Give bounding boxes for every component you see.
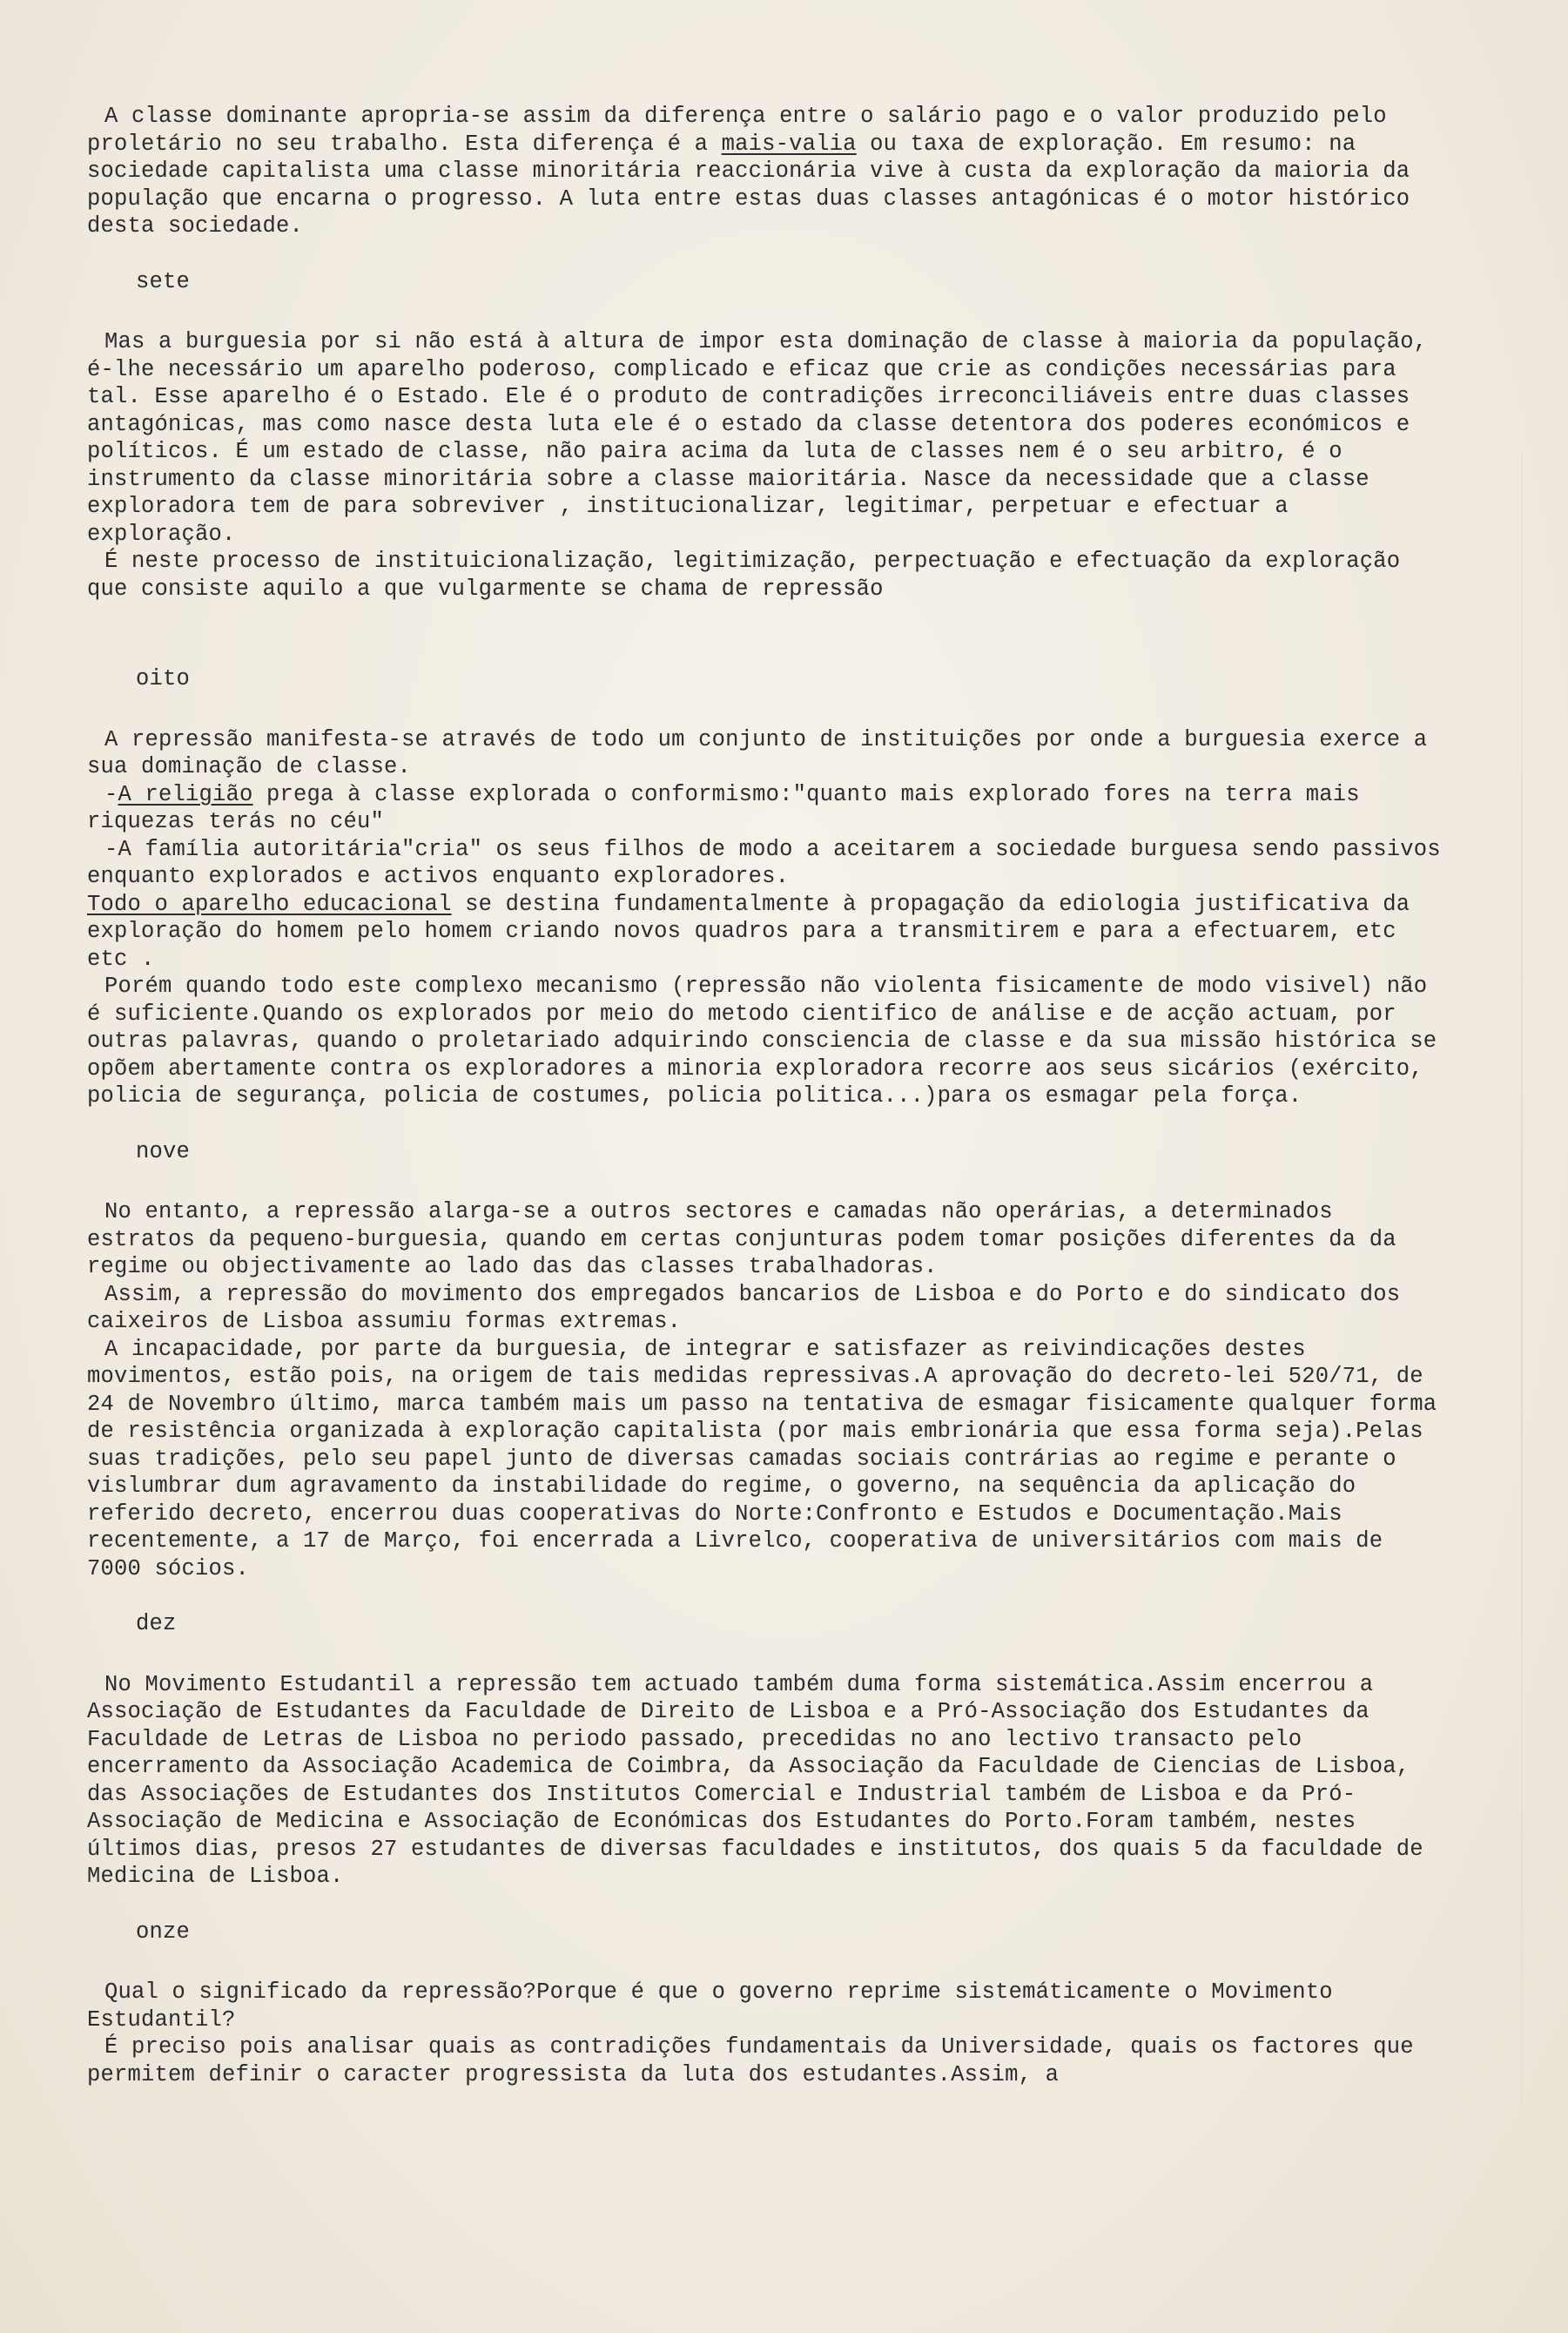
text-run: A classe dominante apropria-se assim da diferença entre o salário pago e o valor produzido pelo proletário no seu trabalho. Esta diferença é a [87,104,1387,157]
document-body [87,103,1445,2088]
paragraph: A repressão manifesta-se através de todo um conjunto de instituições por onde a burguesia exerce a sua dominação de classe. [87,726,1428,779]
paragraph [87,891,1445,974]
paragraph: Qual o significado da repressão?Porque é que o governo reprime sistemáticamente o Movimento Estudantil? [87,1979,1333,2033]
section-label-onze: onze [136,1918,191,1945]
text-run: prega à classe explorada o conformismo:"quanto mais explorado fores na terra mais riquezas terás no céu" [87,781,1360,834]
paragraph: É preciso pois analisar quais as contradições fundamentais da Universidade, quais os factores que permitem definir o caracter progressista da luta dos estudantes.Assim, a [87,2034,1414,2087]
paragraph: No entanto, a repressão alarga-se a outros sectores e camadas não operárias, a determinados estratos da pequeno-burguesia, quando em certas conjunturas podem tomar posições diferentes da da regime ou objectivamente ao lado das das classes trabalhadoras. [87,1199,1396,1279]
section-label-sete: sete [136,268,191,294]
section-label-nove: nove [136,1138,191,1164]
paragraph: No Movimento Estudantil a repressão tem actuado também duma forma sistemática.Assim encerrou a Associação de Estudantes da Faculdade de Direito de Lisboa e a Pró-Associação dos Estudantes da Faculdade de Letras de Lisboa no periodo passado, precedidas no ano lectivo transacto pelo encerramento da Associação Academica de Coimbra, da Associação da Faculdade de Ciencias de Lisboa, das Associações de Estudantes dos Institutos Comercial e Industrial também de Lisboa e da Pró-Associação de Medicina e Associação de Económicas dos Estudantes do Porto.Foram também, nestes últimos dias, presos 27 estudantes de diversas faculdades e institutos, dos quais 5 da faculdade de Medicina de Lisboa. [87,1671,1423,1889]
text-run: se destina fundamentalmente à propagação da ediologia justificativa da exploração do homem pelo homem criando novos quadros para a transmitirem e para a efectuarem, etc etc . [87,891,1410,972]
paper-fold-shadow [1521,453,1523,2107]
paragraph: A incapacidade, por parte da burguesia, de integrar e satisfazer as reivindicações destes movimentos, estão pois, na origem de tais medidas repressivas.A aprovação do decreto-lei 520/71, de 24 de Novembro último, marca também mais um passo na tentativa de esmagar fisicamente qualquer forma de resistência organizada à exploração capitalista (por mais embrionária que essa forma seja).Pelas suas tradições, pelo seu papel junto de diversas camadas sociais contrárias ao regime e perante o vislumbrar dum agravamento da instabilidade do regime, o governo, na sequência da aplicação do referido decreto, encerrou duas cooperativas do Norte:Confronto e Estudos e Documentação.Mais recentemente, a 17 de Março, foi encerrada a Livrelco, cooperativa de universitários com mais de 7000 sócios. [87,1336,1437,1581]
section-label-oito: oito [136,666,191,691]
underlined-term: Todo o aparelho educacional [87,891,452,917]
underlined-term: mais-valia [721,131,857,157]
paragraph [87,103,1445,240]
paragraph: Assim, a repressão do movimento dos empregados bancarios de Lisboa e do Porto e do sindicato dos caixeiros de Lisboa assumiu formas extremas. [87,1281,1401,1334]
text-run: ou taxa de exploração. Em resumo: na sociedade capitalista uma classe minoritária reaccionária vive à custa da exploração da maioria da população que encarna o progresso. A luta entre estas duas classes antagónicas é o motor histórico desta sociedade. [87,131,1410,239]
paragraph: -A família autoritária"cria" os seus filhos de modo a aceitarem a sociedade burguesa sendo passivos enquanto explorados e activos enquanto exploradores. [87,836,1441,889]
text-run: - [104,781,118,807]
paragraph [87,781,1445,836]
section-label-dez: dez [136,1611,177,1636]
paragraph: Porém quando todo este complexo mecanismo (repressão não violenta fisicamente de modo visivel) não é suficiente.Quando os explorados por meio do metodo cientifico de análise e de acção actuam, por outras palavras, quando o proletariado adquirindo consciencia de classe e da sua missão histórica se opõem abertamente contra os exploradores a minoria exploradora recorre aos seus sicários (exército, policia de segurança, policia de costumes, policia politica...)para os esmagar pela força. [87,974,1437,1109]
paragraph: Mas a burguesia por si não está à altura de impor esta dominação de classe à maioria da população, é-lhe necessário um aparelho poderoso, complicado e eficaz que crie as condições necessárias para tal. Esse aparelho é o Estado. Ele é o produto de contradições irreconciliáveis entre duas classes antagónicas, mas como nasce desta luta ele é o estado da classe detentora dos poderes económicos e políticos. É um estado de classe, não paira acima da luta de classes nem é o seu arbitro, é o instrumento da classe minoritária sobre a classe maioritária. Nasce da necessidade que a classe exploradora tem de para sobreviver , institucionalizar, legitimar, perpetuar e efectuar a exploração. [87,329,1428,547]
paragraph: É neste processo de instituicionalização, legitimização, perpectuação e efectuação da exploração que consiste aquilo a que vulgarmente se chama de repressão [87,549,1401,602]
underlined-term: A religião [118,781,253,807]
